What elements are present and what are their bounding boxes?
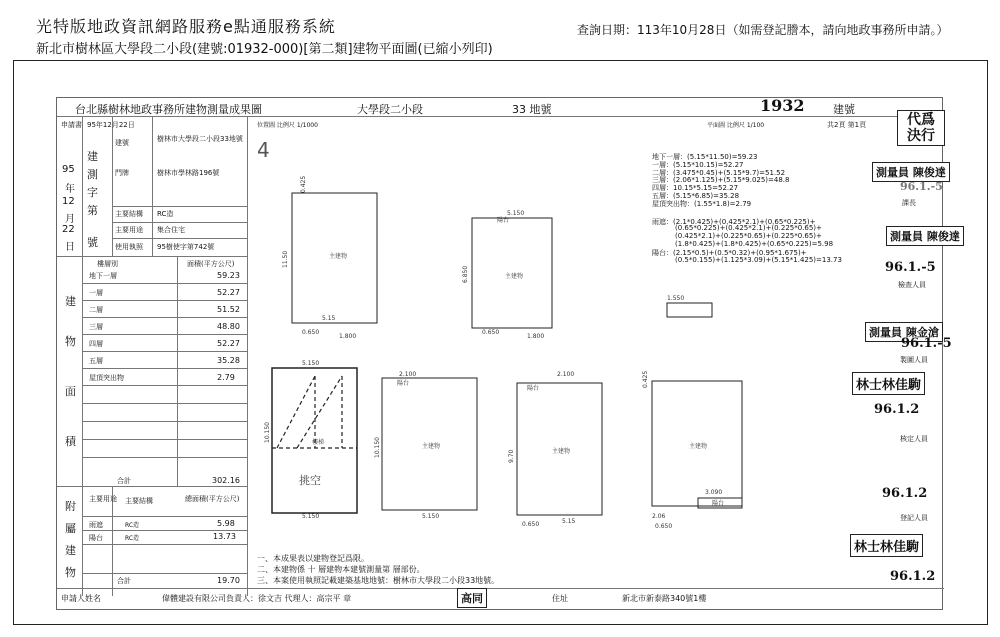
- floor-name: 二層: [89, 306, 103, 314]
- room-label: 陽台: [497, 217, 510, 224]
- dim-label: 5.15: [562, 518, 576, 525]
- surveyor-stamp-1: 測量員 陳俊達: [872, 162, 950, 182]
- dim-label: 0.650: [655, 523, 673, 530]
- num-5: 日: [65, 242, 75, 253]
- date-stamp-1: 96.1.-5: [901, 336, 952, 351]
- applicant-seal: 高同: [457, 588, 487, 608]
- side-label-1: 物: [65, 335, 76, 348]
- floor-area: 51.52: [217, 305, 240, 314]
- dim-label: 1.550: [667, 295, 685, 302]
- attach-label-0: 附: [65, 500, 76, 513]
- room-label: 樓梯: [312, 439, 325, 446]
- attach-use-1: 陽台: [89, 534, 103, 542]
- attach-header-struct: 主要結構: [125, 497, 153, 505]
- attach-area-1: 13.73: [213, 532, 236, 541]
- checker-stamp: 測量員 陳金滄: [865, 322, 943, 342]
- calc-line: 五層：(5.15*6.85)=35.28: [652, 192, 740, 200]
- room-label: 主建物: [422, 443, 441, 450]
- apply-label: 申請書: [61, 121, 82, 129]
- note-2: 三、本案使用執照記載建築基地地號：樹林市大學段二小段33地號。: [257, 576, 500, 585]
- role-label-4: 核定人員: [900, 435, 928, 443]
- role-label-5: 登記人員: [900, 514, 928, 522]
- floor-name: 屋頂突出物: [89, 374, 124, 382]
- dim-vertical: 0.425: [300, 175, 307, 193]
- room-label: 主建物: [329, 253, 348, 260]
- dim-label: 2.100: [557, 371, 575, 378]
- calc-line: 三層：(2.06*1.125)+(5.15*9.025)=48.8: [652, 176, 790, 185]
- info-value-2: RC造: [157, 210, 174, 218]
- date-stamp-4: 96.1.2: [890, 569, 936, 584]
- floor-name: 五層: [89, 357, 103, 365]
- page-info: 共2頁 第1頁: [827, 121, 867, 129]
- side-label-0: 建: [65, 295, 76, 308]
- scale-right: 平面圖 比例尺 1/100: [707, 122, 765, 129]
- floor-area: 59.23: [217, 271, 240, 280]
- attach-header-use: 主要用途: [89, 495, 117, 503]
- calc-line: 陽台：(2.15*0.5)+(0.5*0.32)+(0.95*1.675)+: [652, 248, 807, 257]
- area-total: 302.16: [212, 476, 240, 485]
- calc-line: 屋頂突出物：(1.55*1.8)=2.79: [652, 199, 752, 208]
- lot-number: 33 地號: [512, 103, 552, 116]
- area-total-label: 合計: [117, 477, 131, 485]
- building-number: 1932: [760, 96, 805, 115]
- surveyor-stamp-2: 測量員 陳俊達: [886, 226, 964, 246]
- info-label-1: 門牌: [115, 169, 129, 177]
- attach-struct-0: RC造: [125, 522, 140, 529]
- role-label-2: 檢查人員: [898, 281, 926, 289]
- num-3: 月: [65, 214, 75, 225]
- big-char-1: 測: [87, 168, 98, 181]
- big-char-4: 號: [87, 236, 98, 249]
- info-value-1: 樹林市學林路196號: [157, 169, 220, 177]
- calc-line: (1.8*0.425)+(1.8*0.425)+(0.65*0.225)=5.98: [675, 240, 834, 248]
- calc-line: 地下一層：(5.15*11.50)=59.23: [652, 153, 758, 161]
- address-label: 住址: [552, 594, 568, 603]
- floor-plans: [57, 98, 944, 611]
- role-label-1: 課長: [902, 199, 916, 207]
- dim-label: 0.650: [482, 329, 500, 336]
- calc-line: 四層：10.15*5.15=52.27: [652, 184, 739, 193]
- side-label-2: 面: [65, 385, 76, 398]
- date-stamp-0: 96.1.-5: [885, 260, 936, 275]
- room-label: 陽台: [712, 500, 725, 507]
- building-number-label: 建號: [833, 103, 855, 116]
- page-no: 4: [257, 138, 270, 162]
- num-1: 年: [65, 184, 75, 195]
- dim-label: 0.650: [522, 521, 540, 528]
- floor-name: 一層: [89, 289, 103, 297]
- floor-name: 四層: [89, 340, 103, 348]
- side-label-3: 積: [65, 435, 76, 448]
- floor-name: 三層: [89, 323, 103, 331]
- room-label: 主建物: [689, 443, 708, 450]
- plan-roof: [667, 303, 712, 317]
- dim-vertical: 10.150: [264, 422, 271, 443]
- header-title: 光特版地政資訊網路服務e點通服務系統: [36, 17, 336, 36]
- office-title: 台北縣樹林地政事務所建物測量成果圖: [75, 103, 262, 116]
- dim-vertical: 0.425: [642, 370, 649, 388]
- applicant-value: 偉體建設有限公司負責人：徐文吉 代理人：高宗平 章: [162, 594, 352, 603]
- attach-label-1: 屬: [65, 522, 76, 535]
- attach-label-3: 物: [65, 566, 76, 579]
- attach-area-0: 5.98: [217, 519, 235, 528]
- big-char-3: 第: [87, 204, 98, 217]
- area-header-floor: 樓層別: [97, 260, 118, 268]
- attach-struct-1: RC造: [125, 535, 140, 542]
- receive-date: 95年12月22日: [87, 121, 135, 129]
- calc-line: (0.5*0.155)+(1.125*3.09)+(5.15*1.425)=13.73: [675, 255, 842, 264]
- attach-use-0: 雨遮: [89, 521, 103, 529]
- num-0: 95: [62, 164, 75, 175]
- date-stamp-5: 96.1.-5: [900, 180, 943, 193]
- void-label: 挑空: [299, 474, 321, 487]
- floor-area: 48.80: [217, 322, 240, 331]
- dim-label: 0.650: [302, 329, 320, 336]
- dim-label: 2.06: [652, 513, 666, 520]
- num-4: 22: [62, 224, 75, 235]
- dim-label: 5.150: [507, 210, 525, 217]
- calc-line: 雨遮：(2.1*0.425)+(0.425*2.1)+(0.65*0.225)+: [652, 217, 816, 226]
- dim-vertical: 9.70: [508, 449, 515, 463]
- attach-label-2: 建: [65, 544, 76, 557]
- dim-label: 5.150: [302, 360, 320, 367]
- dim-label: 2.100: [399, 371, 417, 378]
- address-value: 新北市新泰路340號1樓: [622, 594, 707, 603]
- floor-area: 35.28: [217, 356, 240, 365]
- dim-label: 1.800: [339, 333, 357, 340]
- attach-total: 19.70: [217, 576, 240, 585]
- calc-line: (0.425*2.1)+(0.225*0.65)+(0.225*0.65)+: [675, 232, 822, 241]
- dim-vertical: 10.150: [374, 437, 381, 458]
- dim-label: 5.15: [322, 315, 336, 322]
- num-2: 12: [62, 196, 75, 207]
- scale-left: 位置圖 比例尺 1/1000: [257, 122, 318, 129]
- info-label-2: 主要結構: [115, 210, 143, 218]
- area-header-area: 面積(平方公尺): [187, 260, 235, 268]
- info-value-3: 集合住宅: [157, 226, 185, 234]
- room-label: 陽台: [397, 380, 410, 387]
- big-char-0: 建: [87, 150, 98, 163]
- info-label-0: 建號: [115, 139, 129, 147]
- calc-line: 一層：(5.15*10.15)=52.27: [652, 160, 744, 169]
- dim-label: 1.800: [527, 333, 545, 340]
- floor-area: 52.27: [217, 288, 240, 297]
- survey-document: [56, 97, 943, 610]
- query-date: 查詢日期：113年10月28日（如需登記謄本，請向地政事務所申請。）: [577, 23, 949, 37]
- signature-2: 林士林佳駒: [850, 534, 923, 557]
- approval-stamp: 代爲決行: [897, 110, 945, 146]
- big-char-2: 字: [87, 186, 98, 199]
- applicant-label: 申請人姓名: [61, 594, 101, 603]
- room-label: 陽台: [527, 385, 540, 392]
- dim-label: 3.090: [705, 489, 723, 496]
- date-stamp-2: 96.1.2: [874, 402, 920, 417]
- dim-vertical: 6.850: [462, 265, 469, 283]
- section-name: 大學段二小段: [357, 103, 423, 116]
- role-label-3: 製圖人員: [900, 356, 928, 364]
- floor-area: 2.79: [217, 373, 235, 382]
- dim-label: 5.150: [302, 513, 320, 520]
- info-value-0: 樹林市大學段二小段33地號: [157, 135, 243, 143]
- calc-line: 二層：(3.475*0.45)+(5.15*9.7)=51.52: [652, 168, 786, 177]
- attach-total-label: 合計: [117, 577, 131, 585]
- info-label-3: 主要用途: [115, 226, 143, 234]
- calc-line: (0.65*0.225)+(0.425*2.1)+(0.225*0.65)+: [675, 224, 822, 233]
- room-label: 主建物: [505, 273, 524, 280]
- room-label: 主建物: [552, 448, 571, 455]
- floor-name: 地下一層: [89, 272, 117, 280]
- dim-vertical: 11.50: [282, 250, 289, 268]
- dim-label: 5.150: [422, 513, 440, 520]
- date-stamp-3: 96.1.2: [882, 486, 928, 501]
- signature-1: 林士林佳駒: [852, 372, 925, 395]
- note-0: 一、本成果表以建物登記爲限。: [257, 554, 369, 563]
- floor-area: 52.27: [217, 339, 240, 348]
- note-1: 二、本建物係 十 層建物本建號測量第 層部份。: [257, 565, 425, 574]
- info-label-4: 使用執照: [115, 243, 143, 251]
- info-value-4: 95樹使字第742號: [157, 243, 215, 251]
- header-subtitle: 新北市樹林區大學段二小段(建號:01932-000)[第二類]建物平面圖(已縮小列印): [36, 42, 493, 57]
- attach-header-area: 總面積(平方公尺): [185, 495, 240, 503]
